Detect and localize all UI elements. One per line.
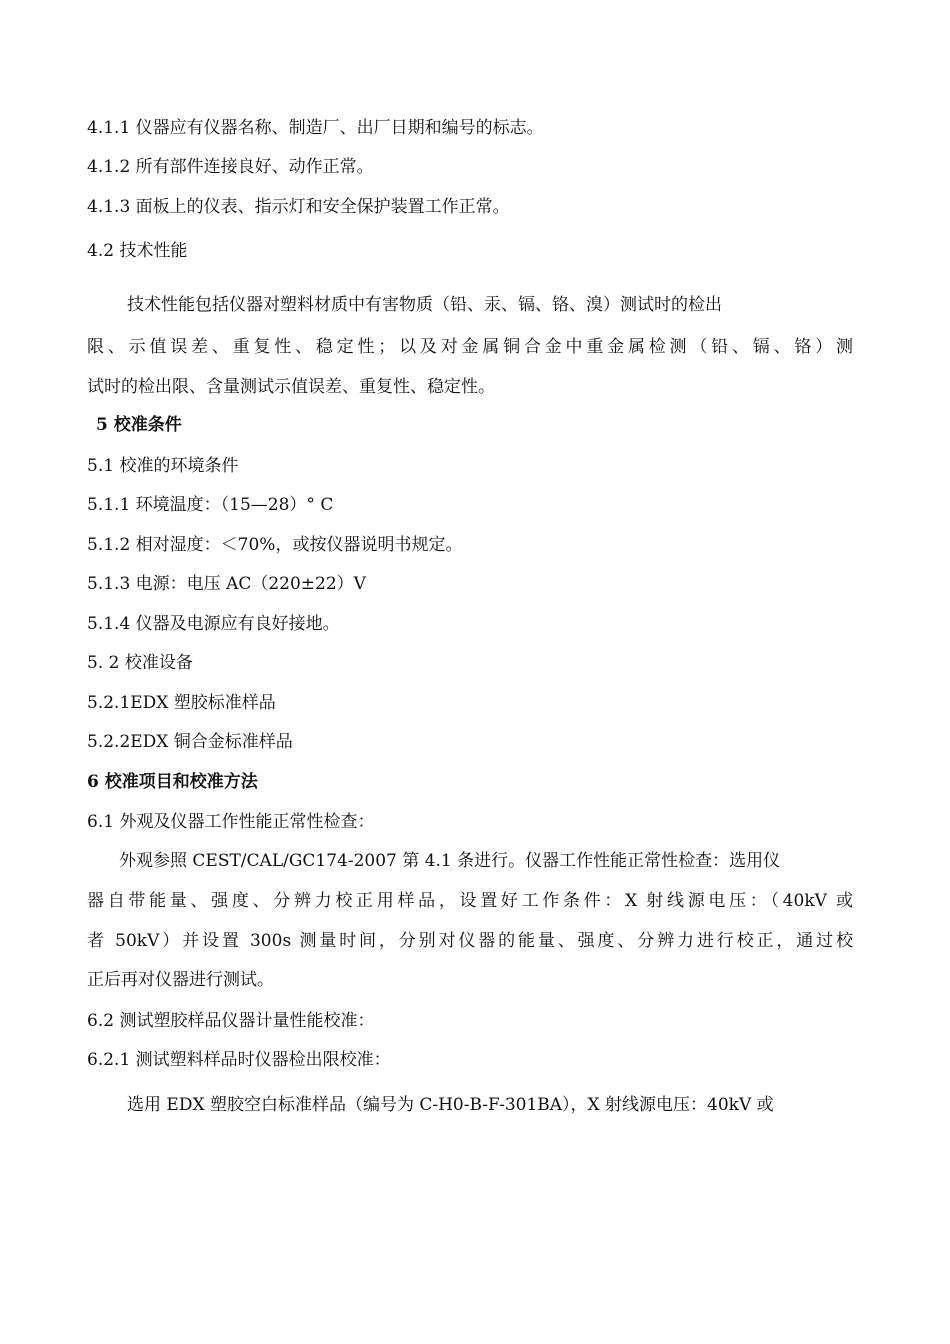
paragraph-4-2-line-2: 限、示值误差、重复性、稳定性；以及对金属铜合金中重金属检测（铅、镉、铬）测	[87, 337, 853, 357]
clause-5-2-1: 5.2.1EDX 塑胶标准样品	[87, 693, 276, 713]
heading-4-2: 4.2 技术性能	[87, 241, 188, 261]
section-5-heading: 5 校准条件	[96, 415, 182, 435]
clause-5-1-3: 5.1.3 电源：电压 AC（220±22）V	[87, 574, 366, 594]
clause-6-2-1: 6.2.1 测试塑料样品时仪器检出限校准：	[87, 1050, 391, 1070]
paragraph-4-2-line-3: 试时的检出限、含量测试示值误差、重复性、稳定性。	[87, 377, 495, 397]
paragraph-4-2-line-1: 技术性能包括仪器对塑料材质中有害物质（铅、汞、镉、铬、溴）测试时的检出	[127, 295, 722, 315]
clause-5-1-2: 5.1.2 相对湿度：＜70%，或按仪器说明书规定。	[87, 535, 463, 555]
heading-6-1: 6.1 外观及仪器工作性能正常性检查：	[87, 812, 375, 832]
clause-5-2-2: 5.2.2EDX 铜合金标准样品	[87, 732, 293, 752]
clause-4-1-3: 4.1.3 面板上的仪表、指示灯和安全保护装置工作正常。	[87, 197, 510, 217]
paragraph-6-1-line-2: 器自带能量、强度、分辨力校正用样品，设置好工作条件：X 射线源电压：（40kV 或	[87, 891, 853, 911]
paragraph-6-1-line-4: 正后再对仪器进行测试。	[87, 970, 274, 990]
heading-5-2: 5. 2 校准设备	[87, 653, 193, 673]
heading-6-2: 6.2 测试塑胶样品仪器计量性能校准：	[87, 1011, 375, 1031]
section-6-heading: 6 校准项目和校准方法	[87, 772, 258, 792]
clause-5-1-1: 5.1.1 环境温度：（15—28）° C	[87, 495, 334, 515]
paragraph-6-1-line-3: 者 50kV）并设置 300s 测量时间，分别对仪器的能量、强度、分辨力进行校正，通过校	[87, 931, 853, 951]
clause-4-1-2: 4.1.2 所有部件连接良好、动作正常。	[87, 157, 374, 177]
clause-5-1-4: 5.1.4 仪器及电源应有良好接地。	[87, 614, 340, 634]
heading-5-1: 5.1 校准的环境条件	[87, 456, 239, 476]
paragraph-6-2-1-line-1: 选用 EDX 塑胶空白标准样品（编号为 C-H0-B-F-301BA），X 射线源电压：40kV 或	[127, 1095, 774, 1115]
clause-4-1-1: 4.1.1 仪器应有仪器名称、制造厂、出厂日期和编号的标志。	[87, 118, 544, 138]
paragraph-6-1-line-1: 外观参照 CEST/CAL/GC174-2007 第 4.1 条进行。仪器工作性能正常性检查：选用仪	[119, 851, 781, 871]
